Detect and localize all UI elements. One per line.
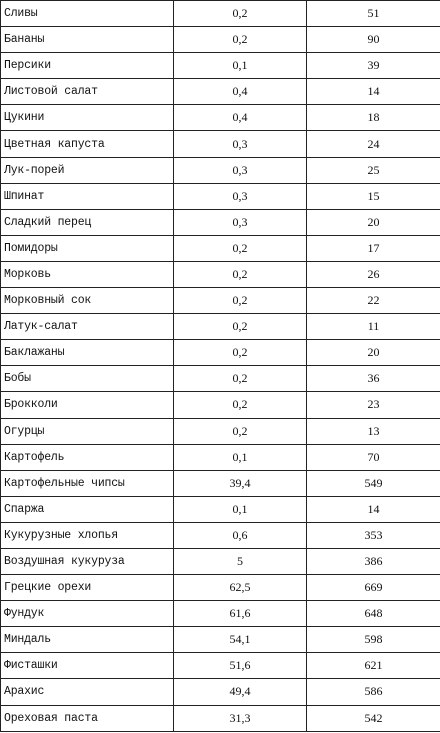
food-name-cell: Огурцы [1,418,174,444]
table-row [1,679,440,705]
calories-value-cell: 648 [307,601,440,627]
fat-value-cell: 0,3 [174,131,307,157]
calories-value-cell: 36 [307,366,440,392]
calories-value-cell: 598 [307,627,440,653]
table-row [1,444,440,470]
calories-value-cell: 90 [307,27,440,53]
calories-value-cell: 353 [307,522,440,548]
calories-value-cell: 586 [307,679,440,705]
calories-value-cell: 39 [307,53,440,79]
fat-value-cell: 0,3 [174,183,307,209]
fat-value-cell: 39,4 [174,470,307,496]
table-row [1,1,440,27]
fat-value-cell: 0,2 [174,235,307,261]
fat-value-cell: 49,4 [174,679,307,705]
calories-value-cell: 22 [307,288,440,314]
table-row [1,79,440,105]
food-table-body [1,1,440,732]
food-name-cell: Сливы [1,1,174,27]
table-row [1,627,440,653]
fat-value-cell: 0,2 [174,1,307,27]
fat-value-cell: 0,3 [174,157,307,183]
fat-value-cell: 0,2 [174,340,307,366]
food-name-cell: Бананы [1,27,174,53]
calories-value-cell: 23 [307,392,440,418]
calories-value-cell: 549 [307,470,440,496]
table-row [1,522,440,548]
fat-value-cell: 0,2 [174,27,307,53]
food-name-cell: Цукини [1,105,174,131]
fat-value-cell: 0,2 [174,314,307,340]
food-name-cell: Персики [1,53,174,79]
food-name-cell: Арахис [1,679,174,705]
fat-value-cell: 0,3 [174,209,307,235]
table-row [1,235,440,261]
table-row [1,288,440,314]
table-row [1,601,440,627]
food-name-cell: Помидоры [1,235,174,261]
food-name-cell: Миндаль [1,627,174,653]
table-row [1,27,440,53]
table-row [1,548,440,574]
food-name-cell: Брокколи [1,392,174,418]
food-name-cell: Лук-порей [1,157,174,183]
table-row [1,392,440,418]
calories-value-cell: 386 [307,548,440,574]
calories-value-cell: 17 [307,235,440,261]
fat-value-cell: 0,2 [174,261,307,287]
table-row [1,183,440,209]
food-name-cell: Баклажаны [1,340,174,366]
fat-value-cell: 0,2 [174,366,307,392]
food-name-cell: Морковный сок [1,288,174,314]
calories-value-cell: 669 [307,575,440,601]
table-row [1,209,440,235]
food-name-cell: Ореховая паста [1,705,174,731]
food-name-cell: Сладкий перец [1,209,174,235]
table-row [1,131,440,157]
calories-value-cell: 24 [307,131,440,157]
food-name-cell: Бобы [1,366,174,392]
food-name-cell: Кукурузные хлопья [1,522,174,548]
table-row [1,261,440,287]
fat-value-cell: 0,2 [174,392,307,418]
food-name-cell: Спаржа [1,496,174,522]
food-name-cell: Фундук [1,601,174,627]
fat-value-cell: 51,6 [174,653,307,679]
food-name-cell: Шпинат [1,183,174,209]
calories-value-cell: 20 [307,340,440,366]
food-name-cell: Фисташки [1,653,174,679]
calories-value-cell: 18 [307,105,440,131]
table-row [1,314,440,340]
calories-value-cell: 11 [307,314,440,340]
food-name-cell: Латук-салат [1,314,174,340]
fat-value-cell: 61,6 [174,601,307,627]
fat-value-cell: 5 [174,548,307,574]
calories-value-cell: 51 [307,1,440,27]
fat-value-cell: 0,2 [174,418,307,444]
calories-value-cell: 70 [307,444,440,470]
calories-value-cell: 621 [307,653,440,679]
calories-value-cell: 20 [307,209,440,235]
food-name-cell: Картофельные чипсы [1,470,174,496]
table-row [1,340,440,366]
fat-value-cell: 54,1 [174,627,307,653]
fat-value-cell: 0,2 [174,288,307,314]
food-name-cell: Грецкие орехи [1,575,174,601]
fat-value-cell: 0,1 [174,496,307,522]
calories-value-cell: 25 [307,157,440,183]
calories-value-cell: 542 [307,705,440,731]
food-name-cell: Морковь [1,261,174,287]
fat-value-cell: 0,4 [174,105,307,131]
table-row [1,366,440,392]
table-row [1,53,440,79]
table-row [1,105,440,131]
calories-value-cell: 14 [307,79,440,105]
food-name-cell: Цветная капуста [1,131,174,157]
fat-value-cell: 62,5 [174,575,307,601]
table-row [1,418,440,444]
food-name-cell: Листовой салат [1,79,174,105]
table-row [1,575,440,601]
calories-value-cell: 15 [307,183,440,209]
fat-value-cell: 0,6 [174,522,307,548]
table-row [1,470,440,496]
fat-value-cell: 0,1 [174,444,307,470]
fat-value-cell: 31,3 [174,705,307,731]
fat-value-cell: 0,1 [174,53,307,79]
calories-value-cell: 13 [307,418,440,444]
table-row [1,157,440,183]
calories-value-cell: 14 [307,496,440,522]
food-name-cell: Картофель [1,444,174,470]
food-name-cell: Воздушная кукуруза [1,548,174,574]
fat-value-cell: 0,4 [174,79,307,105]
calories-value-cell: 26 [307,261,440,287]
table-row [1,653,440,679]
table-row [1,705,440,731]
table-row [1,496,440,522]
